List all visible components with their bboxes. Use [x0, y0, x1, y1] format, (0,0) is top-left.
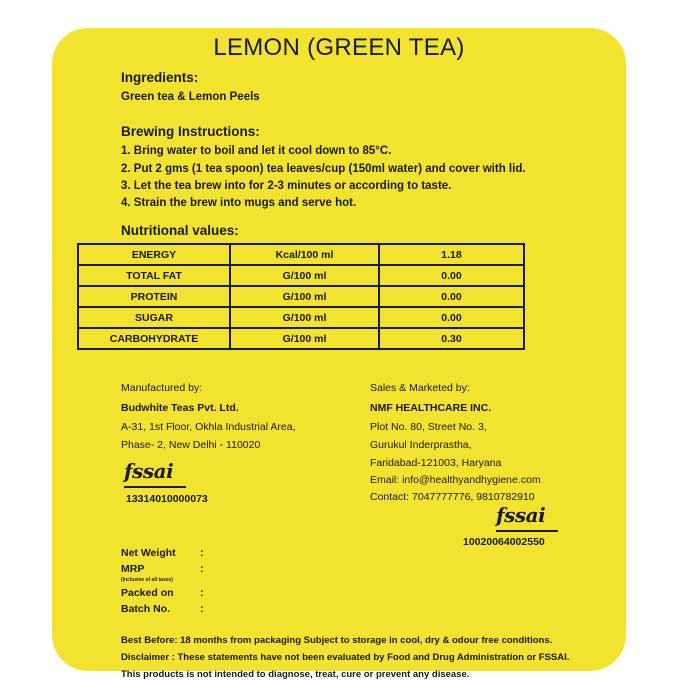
best-before-text: Best Before: 18 months from packaging Subject to storage in cool, dry & odour free conditions.	[121, 635, 553, 646]
nutrient-name: PROTEIN	[78, 286, 230, 307]
brewing-step-4: 4. Strain the brew into mugs and serve hot.	[121, 197, 357, 209]
manufacturer-address-2: Phase- 2, New Delhi - 110020	[121, 439, 261, 451]
not-intended-text: This products is not intended to diagnose, treat, cure or prevent any disease.	[121, 669, 470, 680]
marketer-license: 10020064002550	[463, 536, 545, 548]
nutrient-value: 0.00	[379, 307, 524, 328]
marketer-address-1: Plot No. 80, Street No. 3,	[370, 421, 487, 433]
table-row	[78, 286, 524, 307]
nutrient-name: SUGAR	[78, 307, 230, 328]
marketer-contact: Contact: 7047777776, 9810782910	[370, 491, 535, 503]
manufacturer-heading: Manufactured by:	[121, 382, 203, 394]
fssai-logo: fssai	[496, 503, 546, 527]
manufacturer-address-1: A-31, 1st Floor, Okhla Industrial Area,	[121, 421, 296, 433]
brewing-step-1: 1. Bring water to boil and let it cool down to 85°C.	[121, 145, 392, 157]
product-title: LEMON (GREEN TEA)	[213, 34, 465, 61]
batch-no-label: Batch No.	[121, 603, 171, 615]
manufacturer-license: 13314010000073	[126, 493, 208, 505]
table-row	[78, 244, 524, 265]
nutrient-unit: Kcal/100 ml	[230, 244, 379, 265]
nutrient-name: ENERGY	[78, 244, 230, 265]
ingredients-heading: Ingredients:	[121, 70, 199, 85]
table-row	[78, 265, 524, 286]
net-weight-colon: :	[200, 547, 204, 559]
nutrient-value: 0.00	[379, 286, 524, 307]
table-row	[78, 328, 524, 349]
brewing-step-2: 2. Put 2 gms (1 tea spoon) tea leaves/cup (150ml water) and cover with lid.	[121, 163, 526, 175]
packed-on-colon: :	[200, 587, 204, 599]
marketer-email: Email: info@healthyandhygiene.com	[370, 474, 541, 486]
nutrient-unit: G/100 ml	[230, 328, 379, 349]
fssai-logo: fssai	[124, 459, 174, 483]
manufacturer-name: Budwhite Teas Pvt. Ltd.	[121, 402, 239, 414]
batch-no-colon: :	[200, 603, 204, 615]
nutrient-value: 0.00	[379, 265, 524, 286]
nutrient-value: 0.30	[379, 328, 524, 349]
mrp-note: (Inclusive of all taxes)	[121, 577, 173, 583]
nutrient-name: TOTAL FAT	[78, 265, 230, 286]
disclaimer-text: Disclaimer : These statements have not been evaluated by Food and Drug Administration or FSSAI.	[121, 652, 570, 663]
brewing-step-3: 3. Let the tea brew into for 2-3 minutes or according to taste.	[121, 180, 452, 192]
marketer-address-2: Gurukul Inderprastha,	[370, 439, 472, 451]
nutrient-value: 1.18	[379, 244, 524, 265]
net-weight-label: Net Weight	[121, 547, 176, 559]
fssai-logo-underline	[124, 486, 186, 488]
fssai-logo-underline	[496, 530, 558, 532]
marketer-address-3: Faridabad-121003, Haryana	[370, 457, 502, 469]
nutrient-unit: G/100 ml	[230, 265, 379, 286]
table-row	[78, 307, 524, 328]
nutrition-heading: Nutritional values:	[121, 223, 239, 238]
nutrient-name: CARBOHYDRATE	[78, 328, 230, 349]
marketer-name: NMF HEALTHCARE INC.	[370, 402, 492, 414]
mrp-label: MRP	[121, 563, 145, 575]
nutrition-table	[77, 243, 525, 350]
marketer-heading: Sales & Marketed by:	[370, 382, 470, 394]
nutrient-unit: G/100 ml	[230, 286, 379, 307]
ingredients-text: Green tea & Lemon Peels	[121, 91, 260, 103]
mrp-colon: :	[200, 563, 204, 575]
packed-on-label: Packed on	[121, 587, 174, 599]
nutrient-unit: G/100 ml	[230, 307, 379, 328]
brewing-heading: Brewing Instructions:	[121, 124, 260, 139]
